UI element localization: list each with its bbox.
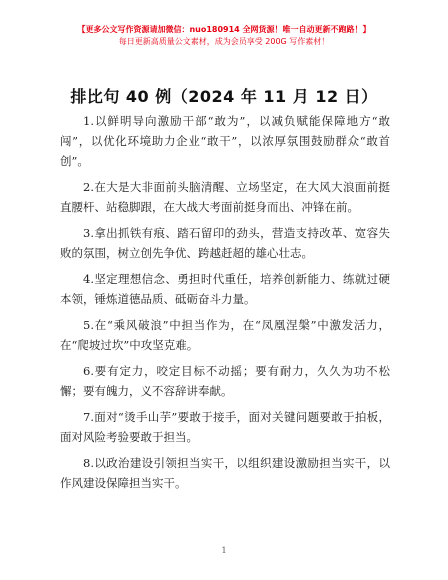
- promo-banner-line-2: 每日更新高质量公文素材，成为会员享受 200G 写作素材！: [118, 37, 330, 46]
- document-body: [60, 111, 390, 499]
- paragraph-3: 3.拿出抓铁有痕、踏石留印的劲头，营造支持改革、宽容失败的氛围，树立创先争优、跨越赶超的雄心壮志。: [60, 226, 390, 260]
- document-title: 排比句 40 例（2024 年 11 月 12 日）: [70, 87, 378, 106]
- promo-banner-line-1: 【更多公文写作资源请加微信：nuo180914 全网货源！唯一自动更新不跑路！】: [77, 25, 371, 34]
- paragraph-1: 1.以鲜明导向激励干部“敢为”，以减负赋能保障地方“敢闯”，以优化环境助力企业“敢干”，以浓厚氛围鼓励群众“敢首创”。: [60, 114, 390, 168]
- paragraph-8: 8.以政治建设引领担当实干，以组织建设激励担当实干，以作风建设保障担当实干。: [60, 456, 390, 490]
- page-number: 1: [221, 546, 227, 555]
- paragraph-6: 6.要有定力，咬定目标不动摇；要有耐力，久久为功不松懈；要有魄力，义不容辞讲奉献。: [60, 364, 390, 398]
- paragraph-4: 4.坚定理想信念、勇担时代重任，培养创新能力、练就过硬本领，锤炼道德品质、砥砺奋斗力量。: [60, 272, 390, 306]
- paragraph-5: 5.在“乘风破浪”中担当作为，在“凤凰涅槃”中激发活力，在“爬坡过坎”中攻坚克难。: [60, 318, 390, 352]
- paragraph-2: 2.在大是大非面前头脑清醒、立场坚定，在大风大浪面前挺直腰杆、站稳脚跟，在大战大考面前挺身而出、冲锋在前。: [60, 180, 390, 214]
- promo-banner: [0, 24, 448, 48]
- paragraph-7: 7.面对“烫手山芋”要敢于接手，面对关键问题要敢于拍板，面对风险考验要敢于担当。: [60, 410, 390, 444]
